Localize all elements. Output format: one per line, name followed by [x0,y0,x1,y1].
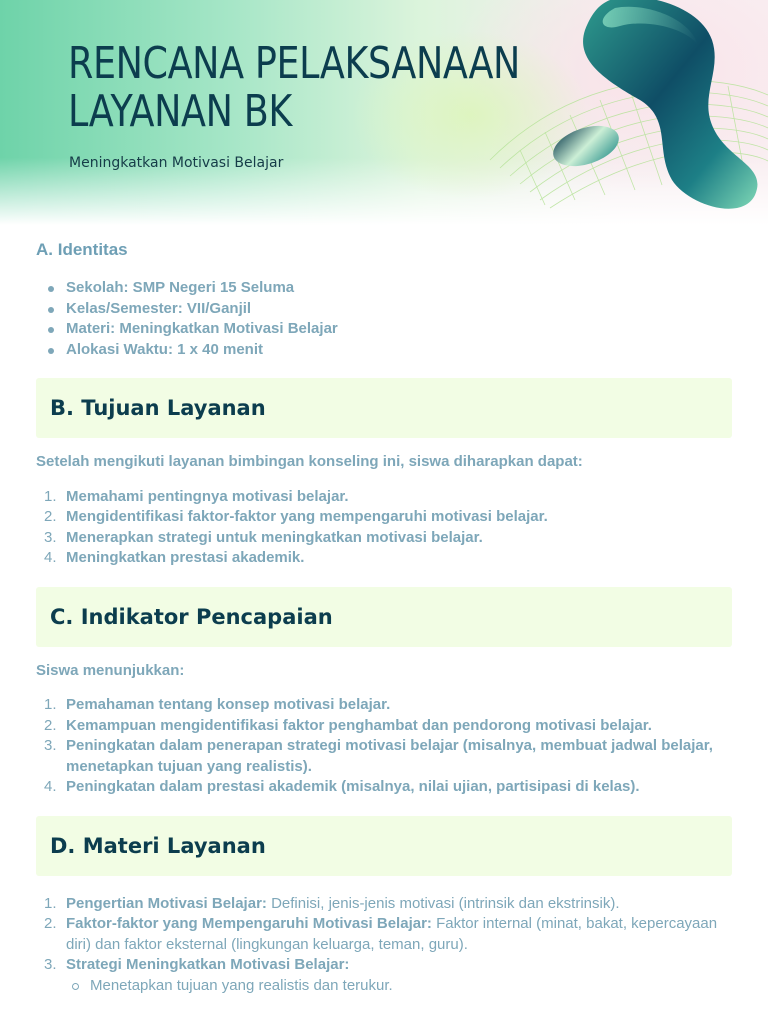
list-item-text: Memahami pentingnya motivasi belajar. [66,487,349,505]
section-heading-materi: D. Materi Layanan [50,833,266,858]
list-item-text: Kemampuan mengidentifikasi faktor penghambat dan pendorong motivasi belajar. [66,716,652,734]
item-text: Faktor internal (minat, bakat, kepercayaan diri) dan faktor eksternal (lingkungan keluarga, teman, guru). [66,915,718,953]
section-heading-indikator: C. Indikator Pencapaian [50,604,333,629]
list-item-text: Menerapkan strategi untuk meningkatkan motivasi belajar. [66,528,483,546]
list-item: Kelas/Semester: VII/Ganjil [36,299,732,320]
section-heading-identitas: A. Identitas [36,240,128,259]
list-item: 3. Menerapkan strategi untuk meningkatkan motivasi belajar. [44,528,483,546]
title-line-1: RENCANA PELAKSANAAN [68,38,520,89]
materi-list [36,894,732,997]
list-item: 3. Strategi Meningkatkan Motivasi Belajar: Menetapkan tujuan yang realistis dan terukur. [36,955,732,996]
section-band-tujuan [36,378,732,438]
list-item: 3. Peningkatan dalam penerapan strategi motivasi belajar (misalnya, membuat jadwal belajar, menetapkan tujuan yang realistis). [44,737,713,775]
list-item: 1. Pemahaman tentang konsep motivasi belajar. [44,696,391,713]
identitas-list [36,278,732,360]
list-item: 4. Peningkatan dalam prestasi akademik (misalnya, nilai ujian, partisipasi di kelas). [44,778,640,795]
list-item: 1. Memahami pentingnya motivasi belajar. [44,487,349,505]
list-item: 4. Meningkatkan prestasi akademik. [44,549,305,566]
list-item-text: Peningkatan dalam prestasi akademik (misalnya, nilai ujian, partisipasi di kelas). [66,778,640,795]
list-item: Alokasi Waktu: 1 x 40 menit [36,340,732,361]
indikator-intro: Siswa menunjukkan: [36,661,185,679]
item-label: Pengertian Motivasi Belajar: [66,894,267,912]
list-item: Sekolah: SMP Negeri 15 Seluma [36,278,732,299]
document-subtitle: Meningkatkan Motivasi Belajar [69,155,284,171]
list-item: 2. Faktor-faktor yang Mempengaruhi Motivasi Belajar: Faktor internal (minat, bakat, kepercayaan diri) dan faktor eksternal (lingkungan keluarga, teman, guru). [44,915,718,953]
list-item: Materi: Meningkatkan Motivasi Belajar [36,319,732,340]
tujuan-list [36,487,732,569]
list-item-text: Mengidentifikasi faktor-faktor yang mempengaruhi motivasi belajar. [66,508,548,525]
list-item: 2. Kemampuan mengidentifikasi faktor penghambat dan pendorong motivasi belajar. [44,716,652,734]
list-item-text: Peningkatan dalam penerapan strategi motivasi belajar (misalnya, membuat jadwal belajar, menetapkan tujuan yang realistis). [66,737,713,775]
list-item-text: Meningkatkan prestasi akademik. [66,549,305,566]
tujuan-intro: Setelah mengikuti layanan bimbingan konseling ini, siswa diharapkan dapat: [36,453,583,470]
list-item: 1. Pengertian Motivasi Belajar: Definisi, jenis-jenis motivasi (intrinsik dan ekstrinsik). [44,894,620,912]
indikator-list [36,695,732,798]
section-band-indikator [36,587,732,647]
title-line-2: LAYANAN BK [68,86,292,137]
document-body [36,238,732,1014]
section-heading-tujuan: B. Tujuan Layanan [50,396,266,420]
document-title [68,40,520,136]
materi-sublist [66,976,732,997]
list-item-text: Pemahaman tentang konsep motivasi belajar. [66,696,391,713]
item-text: Definisi, jenis-jenis motivasi (intrinsik dan ekstrinsik). [266,894,620,912]
header-banner [0,0,768,225]
item-label: Strategi Meningkatkan Motivasi Belajar: [66,956,350,973]
section-band-materi [36,816,732,876]
sub-list-item: Menetapkan tujuan yang realistis dan terukur. [66,976,732,997]
item-label: Faktor-faktor yang Mempengaruhi Motivasi Belajar: [66,915,432,932]
list-item: 2. Mengidentifikasi faktor-faktor yang mempengaruhi motivasi belajar. [44,508,548,525]
